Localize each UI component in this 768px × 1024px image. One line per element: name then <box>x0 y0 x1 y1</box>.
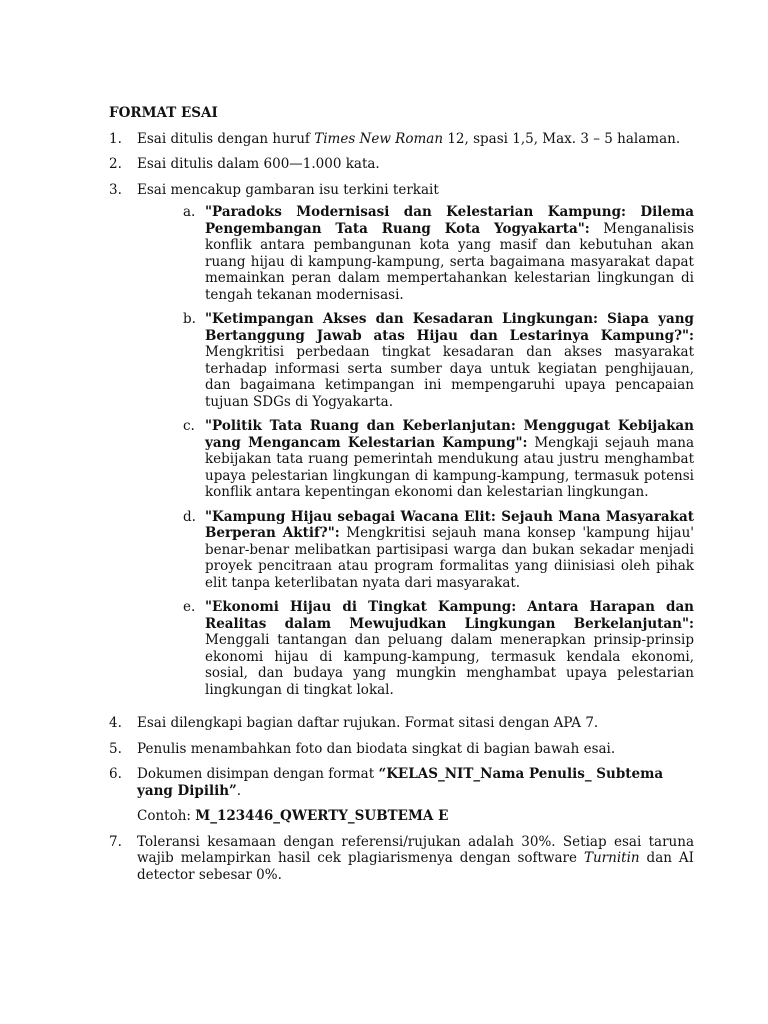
item-text: Esai mencakup gambaran isu terkini terkait a. "Paradoks Modernisasi dan Kelestarian Kampung: Dilema Pengembangan Tata Ruang Kota Yogyakarta": Menganalisis konflik antara pembangunan kota yang masif dan kebutuhan akan ruang hijau di kampung-kampung, serta bagaimana masyarakat dapat memainkan peran dalam mempertahankan kelestarian lingkungan di tengah tekanan modernisasi. b. "Ketimpangan Akses dan Kesadaran Lingkungan: Siapa yang Bertanggung Jawab atas Hijau dan Lestarinya Kampung?": Mengkritisi perbedaan tingkat kesadaran dan akses masyarakat terhadap informasi serta sumber daya untuk kegiatan penghijauan, dan bagaimana ketimpangan ini mempengaruhi upaya pencapaian tujuan SDGs di Yogyakarta. c. "Politik Tata Ruang dan Keberlanjutan: Menggugat Kebijakan yang Mengancam Kelestarian Kampung": Mengkaji sejauh mana kebijakan tata ruang pemerintah mendukung atau justru menghambat upaya pelestarian lingkungan di kampung-kampung, termasuk potensi konflik antara kepentingan ekonomi dan kelestarian lingkungan. d. "Kampung Hijau sebagai Wacana Elit: Sejauh Mana Masyarakat Berperan Aktif?": Mengkritisi sejauh mana konsep 'kampung hijau' benar-benar melibatkan partisipasi warga dan bukan sekadar menjadi proyek pencitraan atau program formalitas yang diinisiasi oleh pihak elit tanpa keterlibatan nyata dari masyarakat. e. "Ekonomi Hijau di Tingkat Kampung: Antara Harapan dan Realitas dalam Mewujudkan Lingkungan Berkelanjutan": Menggali tantangan dan peluang dalam menerapkan prinsip-prinsip ekonomi hijau di kampung-kampung, termasuk kendala ekonomi, sosial, dan budaya yang mungkin menghambat upaya pelestarian lingkungan di tingkat lokal. <box>137 181 695 698</box>
document-content <box>109 105 694 892</box>
item-text: Esai ditulis dengan huruf Times New Roman 12, spasi 1,5, Max. 3 – 5 halaman. <box>137 130 681 147</box>
list-item <box>109 156 694 173</box>
sub-letter: d. <box>183 508 196 525</box>
item-text: Esai dilengkapi bagian daftar rujukan. Format sitasi dengan APA 7. <box>137 715 599 731</box>
item-number: 7. <box>109 833 122 850</box>
sub-body <box>205 311 694 410</box>
page-title: FORMAT ESAI <box>109 105 218 121</box>
sub-letter: c. <box>183 418 195 434</box>
item-number: 6. <box>109 766 122 782</box>
sub-description: Mengkaji sejauh mana kebijakan tata ruang pemerintah mendukung atau justru menghambat upaya pelestarian lingkungan di kampung-kampung, termasuk potensi konflik antara kepentingan ekonomi dan kelestarian lingkungan. <box>205 434 694 500</box>
example-label: Contoh: <box>137 808 196 824</box>
sub-title: "Paradoks Modernisasi dan Kelestarian Kampung: Dilema Pengembangan Tata Ruang Kota Yogyakarta": <box>205 204 694 237</box>
item-text: Toleransi kesamaan dengan referensi/rujukan adalah 30%. Setiap esai taruna wajib melampirkan hasil cek plagiarismenya dengan software Turnitin dan AI detector sebesar 0%. <box>137 833 694 883</box>
sub-letter: b. <box>183 311 196 327</box>
sub-body <box>205 599 694 698</box>
list-item <box>109 715 694 732</box>
sub-body <box>205 204 694 303</box>
item-number: 4. <box>109 715 122 731</box>
sub-item <box>183 599 694 698</box>
list-item <box>109 741 694 758</box>
list-item <box>109 766 694 799</box>
list-item <box>109 131 694 148</box>
list-item <box>109 182 694 707</box>
item-text: Esai ditulis dalam 600—1.000 kata. <box>137 156 380 172</box>
sub-item <box>183 204 694 303</box>
sub-item <box>183 311 694 410</box>
sub-description: Menggali tantangan dan peluang dalam menerapkan prinsip-prinsip ekonomi hijau di kampung-kampung, termasuk kendala ekonomi, sosial, dan budaya yang mungkin menghambat upaya pelestarian lingkungan di tingkat lokal. <box>205 632 694 698</box>
item-number: 2. <box>109 156 122 172</box>
sub-letter: a. <box>183 204 196 220</box>
sub-list <box>183 204 694 698</box>
sub-title: "Ekonomi Hijau di Tingkat Kampung: Antara Harapan dan Realitas dalam Mewujudkan Lingkungan Berkelanjutan": <box>205 599 694 632</box>
sub-description: Mengkritisi sejauh mana konsep 'kampung hijau' benar-benar melibatkan partisipasi warga dan bukan sekadar menjadi proyek pencitraan atau program formalitas yang diinisiasi oleh pihak elit tanpa keterlibatan nyata dari masyarakat. <box>205 525 694 591</box>
item-number: 1. <box>109 130 122 147</box>
sub-body <box>205 418 694 501</box>
item-text: Penulis menambahkan foto dan biodata singkat di bagian bawah esai. <box>137 740 616 757</box>
sub-title: "Politik Tata Ruang dan Keberlanjutan: Menggugat Kebijakan yang Mengancam Kelestarian Kampung": <box>205 418 694 451</box>
item-text: Dokumen disimpan dengan format “KELAS_NIT_Nama Penulis_ Subtema yang Dipilih”. <box>137 766 664 799</box>
sub-body <box>205 509 694 592</box>
sub-description: Mengkritisi perbedaan tingkat kesadaran dan akses masyarakat terhadap informasi serta sumber daya untuk kegiatan penghijauan, dan bagaimana ketimpangan ini mempengaruhi upaya pencapaian tujuan SDGs di Yogyakarta. <box>205 344 694 410</box>
sub-title: "Kampung Hijau sebagai Wacana Elit: Sejauh Mana Masyarakat Berperan Aktif?": <box>205 508 694 541</box>
sub-title: "Ketimpangan Akses dan Kesadaran Lingkungan: Siapa yang Bertanggung Jawab atas Hijau dan Lestarinya Kampung?": <box>205 311 694 344</box>
filename-example <box>137 808 694 825</box>
item-number: 3. <box>109 181 122 198</box>
list-item <box>109 834 694 884</box>
sub-item <box>183 418 694 501</box>
sub-description: Menganalisis konflik antara pembangunan kota yang masif dan kebutuhan akan ruang hijau di kampung-kampung, serta bagaimana masyarakat dapat memainkan peran dalam mempertahankan kelestarian lingkungan di tengah tekanan modernisasi. <box>205 220 695 303</box>
item-number: 5. <box>109 740 122 757</box>
sub-letter: e. <box>183 599 196 615</box>
sub-item <box>183 509 694 592</box>
example-value: M_123446_QWERTY_SUBTEMA E <box>195 808 449 824</box>
